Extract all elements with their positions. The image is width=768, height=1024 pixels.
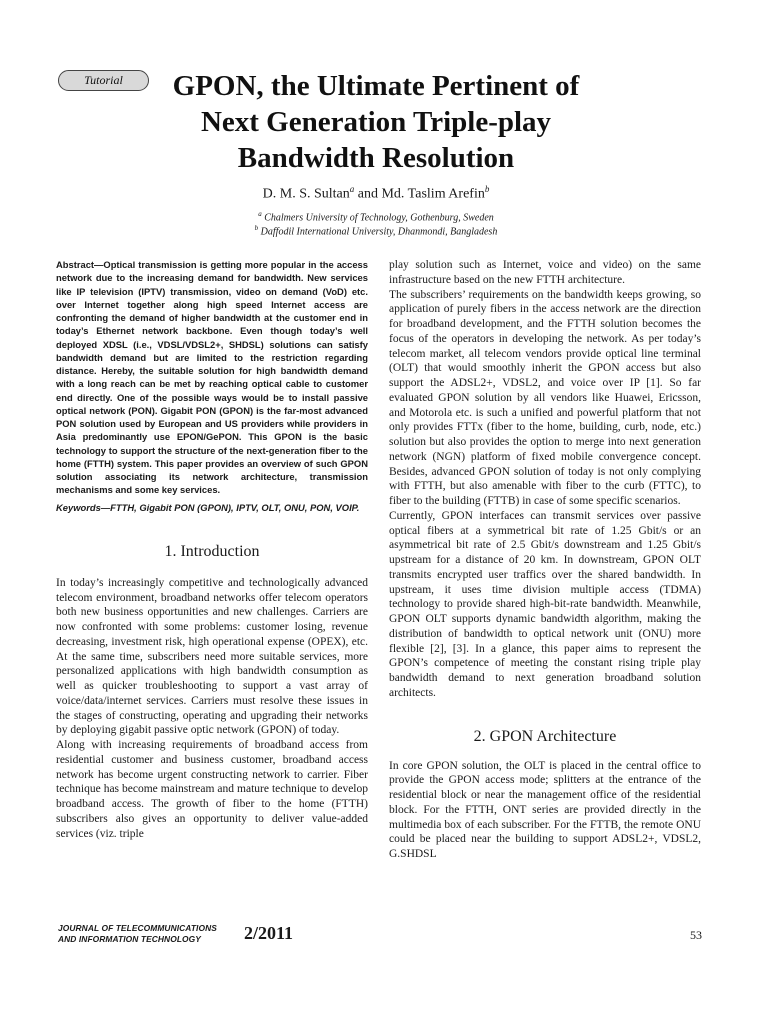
section-1-paragraph: Along with increasing requirements of broadband access from residential customer and business customer, broadband access network has become urgent constructing network to carrier. Fiber technique has become mainstream and mature technique to develop broadband access. The growth of fiber to the home (FTTH) subscribers also gives an opportunity to deliver value-added services (viz. triple: [56, 739, 368, 840]
abstract: Abstract—Optical transmission is getting more popular in the access network due to the increasing demand for bandwidth. New services like IP television (IPTV) transmission, video on demand (VoD) etc. over Internet together along high speed Internet access are confronting the demand of higher bandwidth at the customer end in today’s Ethernet network backbone. Even though today’s well deployed XDSL (i.e., VDSL/VDSL2+, SHDSL) solutions can satisfy bandwidth demand but are limited to the restriction regarding distance. Hereby, the suitable solution for high bandwidth demand with a long reach can be met by reaching optical cable to customer end directly. One of the possible ways would be to install passive optical network (PON). Gigabit PON (GPON) is the far-most advanced PON solution used by European and US providers while providers in Asia predominantly use EPON/GePON. This GPON is the basic technology to support the structure of the next-generation fiber to the home (FTTH) system. This paper provides an overview of such GPON solution associating its network architecture, transmission mechanisms and some key services.: [56, 259, 368, 496]
section-1-paragraph: play solution such as Internet, voice and video) on the same infrastructure based on the new FTTH architecture.: [389, 259, 701, 286]
authors: [150, 180, 602, 204]
affiliation-a-text: Chalmers University of Technology, Gothenburg, Sweden: [264, 212, 494, 224]
author-2-affil-mark: b: [484, 184, 490, 194]
left-column: [56, 258, 368, 841]
section-1-paragraph: In today’s increasingly competitive and technologically advanced telecom environment, broadband networks offer telecom operators both new business opportunities and new challenges. Carriers are now confronted with some problems: customer losing, revenue decreasing, investment risk, high operational expense (OPEX), etc. At the same time, subscribers need more suitable services, more personalized applications with high bandwidth consumption as well as quicker troubleshooting to support a vast array of voice/data/internet services. Carriers must resolve these issues in the stages of constructing, operating and upgrading their networks by deploying gigabit passive optic network (GPON) of today.: [56, 576, 368, 737]
journal-name-line-2: AND INFORMATION TECHNOLOGY: [58, 933, 201, 944]
section-1-paragraph: The subscribers’ requirements on the bandwidth keeps growing, so application of purely fibers in the access network are the direction for broadband development, and the FTTH solution becomes the focus of the operators in developing the network. As per today’s telecom market, all telecom vendors provide optical line terminal (OLT) that would smoothly inherit the GPON access but also support the ADSL2+, VDSL2, and voice over IP [1]. So far evaluated GPON solution by all vendors like Huawei, Ericsson, and Motorola etc. is such a unified and powerful platform that not only provides FTTx (fiber to the home, building, curb, node, etc.) solution but also provides the option to merge into next generation network (NGN) platform of fixed mobile convergence concept. Besides, advanced GPON solution of today is not only complying with FTTH, but also amenable with fiber to the curb (FTTC), to fiber to the building (FTTB) in case of some specific scenarios.: [389, 288, 701, 507]
author-2: and Md. Taslim Arefin: [354, 186, 485, 202]
affiliation-a-mark: a: [258, 210, 262, 218]
section-1-heading: 1. Introduction: [164, 542, 260, 560]
page-number: 53: [690, 928, 702, 942]
tutorial-badge: Tutorial: [58, 70, 149, 91]
journal-name-line-1: JOURNAL OF TELECOMMUNICATIONS: [58, 923, 217, 933]
section-2-paragraph: In core GPON solution, the OLT is placed in the central office to provide the GPON access mode; splitters at the entrance of the residential block or near the management office of the residential block. For the FTTH, ONT series are provided directly in the multimedia box of each subscriber. For the FTTB, the remote ONU could be placed near the building to support ADSL2+, VDSL2, G.SHDSL: [389, 759, 701, 860]
section-1-paragraph: Currently, GPON interfaces can transmit services over passive optical fibers at a symmetrical bit rate of 1.25 Gbit/s or an asymmetrical bit rate of 2.5 Gbit/s downstream and 1.25 Gbit/s upstream for a distance of 20 km. In downstream, GPON OLT transmits encrypted user traffics over the shared bandwidth. In upstream, it uses time division multiple access (TDMA) technology to provide shared high-bit-rate bandwidth. Meanwhile, GPON OLT supports dynamic bandwidth algorithm, making the distribution of bandwidth to optical network unit (ONU) more flexible [2], [3]. In a glance, this paper aims to represent the GPON’s competence of meeting the constant rising triple play bandwidth demand to next generation broadband solution architects.: [389, 509, 701, 699]
affiliation-b-text: Daffodil International University, Dhanmondi, Bangladesh: [260, 226, 498, 238]
affiliation-b: [150, 221, 602, 239]
paper-title: GPON, the Ultimate Pertinent of Next Generation Triple-play Bandwidth Resolution: [172, 70, 580, 174]
author-1-affil-mark: a: [349, 184, 355, 194]
keywords: Keywords—FTTH, Gigabit PON (GPON), IPTV, OLT, ONU, PON, VOIP.: [56, 501, 360, 513]
affiliation-b-mark: b: [254, 224, 259, 232]
section-2-heading: 2. GPON Architecture: [473, 727, 617, 745]
issue-number: 2/2011: [244, 923, 294, 943]
author-1: D. M. S. Sultan: [262, 186, 350, 202]
right-column: [389, 258, 701, 862]
journal-name: [58, 923, 248, 944]
